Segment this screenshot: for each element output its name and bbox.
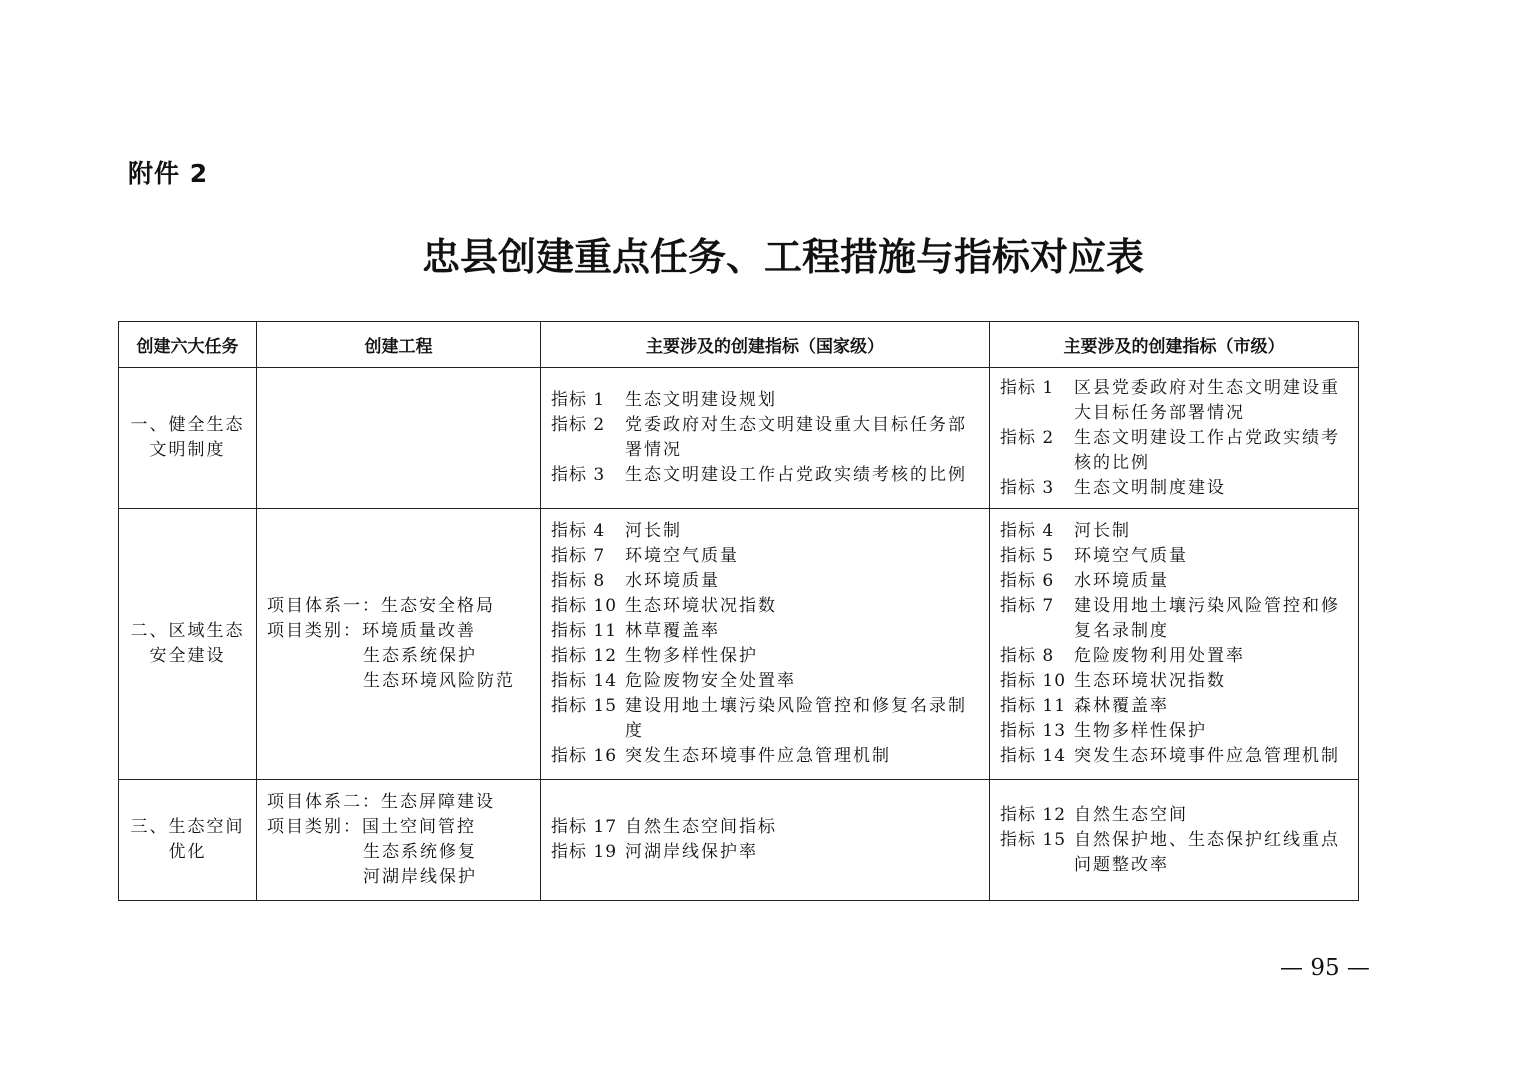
- indicator-number: 指标 10: [1000, 671, 1067, 691]
- municipal-indicators-cell: [990, 509, 1359, 780]
- indicator-number: 指标 1: [1000, 377, 1055, 398]
- indicator-text: 水环境质量: [625, 571, 720, 591]
- municipal-indicators-cell: [990, 780, 1359, 901]
- indicator-text: 河长制: [625, 521, 682, 541]
- header-task: 创建六大任务: [119, 322, 257, 368]
- indicator-number: 指标 3: [551, 465, 606, 485]
- indicator-item: [551, 388, 979, 413]
- indicator-text: 生态文明建设规划: [625, 390, 777, 410]
- indicator-number: 指标 11: [551, 621, 618, 641]
- header-project: 创建工程: [257, 322, 541, 368]
- indicator-text: 生态环境状况指数: [1074, 671, 1226, 691]
- national-indicators-cell: [541, 368, 990, 509]
- indicator-number: 指标 11: [1000, 696, 1067, 716]
- indicator-text: 生态环境状况指数: [625, 596, 777, 616]
- indicator-number: 指标 3: [1000, 477, 1055, 498]
- indicator-item: [1000, 828, 1348, 878]
- indicator-number: 指标 10: [551, 596, 618, 616]
- indicator-item: [551, 744, 979, 769]
- indicator-item: [1000, 594, 1348, 644]
- indicator-text: 环境空气质量: [1074, 546, 1188, 566]
- indicator-text: 自然保护地、生态保护红线重点问题整改率: [1074, 829, 1340, 875]
- table-row: [119, 780, 1359, 901]
- task-cell: 一、健全生态文明制度: [119, 368, 257, 509]
- indicator-text: 危险废物利用处置率: [1074, 646, 1245, 666]
- indicator-number: 指标 15: [551, 696, 618, 716]
- indicator-text: 生态文明建设工作占党政实绩考核的比例: [1074, 427, 1340, 473]
- indicator-text: 生态文明制度建设: [1074, 477, 1226, 498]
- indicator-item: [551, 644, 979, 669]
- project-category: 项目类别：国土空间管控: [267, 817, 476, 837]
- indicator-number: 指标 4: [551, 521, 606, 541]
- indicator-item: [1000, 569, 1348, 594]
- indicator-text: 自然生态空间: [1074, 804, 1188, 825]
- indicator-item: [1000, 426, 1348, 476]
- indicator-number: 指标 14: [1000, 746, 1067, 766]
- header-municipal-indicators: 主要涉及的创建指标（市级）: [990, 322, 1359, 368]
- indicator-item: [551, 619, 979, 644]
- indicator-number: 指标 13: [1000, 721, 1067, 741]
- indicator-item: [551, 413, 979, 463]
- correspondence-table: [118, 321, 1359, 901]
- national-indicators-cell: [541, 509, 990, 780]
- project-category-item: 生态系统修复: [363, 842, 477, 862]
- indicator-text: 建设用地土壤污染风险管控和修复名录制度: [1074, 596, 1340, 641]
- indicator-item: [551, 519, 979, 544]
- indicator-number: 指标 2: [1000, 427, 1055, 448]
- indicator-text: 生物多样性保护: [1074, 721, 1207, 741]
- project-category-item: 生态环境风险防范: [363, 671, 515, 691]
- indicator-text: 自然生态空间指标: [625, 817, 777, 837]
- indicator-item: [551, 594, 979, 619]
- indicator-number: 指标 16: [551, 746, 618, 766]
- task-cell: 三、生态空间优化: [119, 780, 257, 901]
- project-system: 项目体系二：生态屏障建设: [267, 792, 495, 812]
- indicator-text: 党委政府对生态文明建设重大目标任务部署情况: [625, 415, 967, 460]
- indicator-item: [1000, 803, 1348, 828]
- attachment-label: 附件 2: [128, 159, 209, 188]
- indicator-text: 河长制: [1074, 521, 1131, 541]
- indicator-item: [1000, 519, 1348, 544]
- indicator-item: [1000, 744, 1348, 769]
- municipal-indicators-cell: [990, 368, 1359, 509]
- indicator-item: [1000, 669, 1348, 694]
- table-row: [119, 368, 1359, 509]
- indicator-number: 指标 7: [1000, 596, 1055, 616]
- project-cell: [257, 780, 541, 901]
- page-number: — 95 —: [1280, 955, 1370, 981]
- indicator-text: 生态文明建设工作占党政实绩考核的比例: [625, 465, 967, 485]
- indicator-item: [551, 569, 979, 594]
- indicator-number: 指标 7: [551, 546, 606, 566]
- indicator-item: [1000, 694, 1348, 719]
- indicator-text: 建设用地土壤污染风险管控和修复名录制度: [625, 696, 967, 741]
- project-category-item: 生态系统保护: [363, 646, 477, 666]
- indicator-number: 指标 17: [551, 817, 618, 837]
- table-row: [119, 509, 1359, 780]
- indicator-number: 指标 19: [551, 842, 618, 862]
- indicator-number: 指标 14: [551, 671, 618, 691]
- project-category-item: 河湖岸线保护: [363, 867, 477, 887]
- indicator-number: 指标 8: [1000, 646, 1055, 666]
- indicator-text: 区县党委政府对生态文明建设重大目标任务部署情况: [1074, 377, 1340, 423]
- indicator-text: 森林覆盖率: [1074, 696, 1169, 716]
- indicator-text: 突发生态环境事件应急管理机制: [1074, 746, 1340, 766]
- indicator-item: [551, 840, 979, 865]
- indicator-item: [551, 544, 979, 569]
- indicator-text: 环境空气质量: [625, 546, 739, 566]
- project-cell: [257, 509, 541, 780]
- project-cell: [257, 368, 541, 509]
- indicator-number: 指标 8: [551, 571, 606, 591]
- indicator-item: [1000, 476, 1348, 501]
- indicator-text: 突发生态环境事件应急管理机制: [625, 746, 891, 766]
- indicator-item: [1000, 719, 1348, 744]
- indicator-text: 危险废物安全处置率: [625, 671, 796, 691]
- indicator-number: 指标 6: [1000, 571, 1055, 591]
- indicator-text: 水环境质量: [1074, 571, 1169, 591]
- indicator-number: 指标 2: [551, 415, 606, 435]
- indicator-number: 指标 1: [551, 390, 606, 410]
- project-category: 项目类别：环境质量改善: [267, 621, 476, 641]
- indicator-text: 林草覆盖率: [625, 621, 720, 641]
- indicator-item: [1000, 544, 1348, 569]
- indicator-item: [1000, 376, 1348, 426]
- indicator-text: 生物多样性保护: [625, 646, 758, 666]
- document-title: 忠县创建重点任务、工程措施与指标对应表: [421, 234, 1144, 279]
- national-indicators-cell: [541, 780, 990, 901]
- indicator-number: 指标 5: [1000, 546, 1055, 566]
- table-header-row: [119, 322, 1359, 368]
- indicator-number: 指标 12: [551, 646, 618, 666]
- indicator-item: [551, 669, 979, 694]
- indicator-number: 指标 12: [1000, 804, 1067, 825]
- indicator-number: 指标 4: [1000, 521, 1055, 541]
- indicator-item: [1000, 644, 1348, 669]
- indicator-item: [551, 463, 979, 488]
- indicator-item: [551, 815, 979, 840]
- indicator-text: 河湖岸线保护率: [625, 842, 758, 862]
- indicator-item: [551, 694, 979, 744]
- header-national-indicators: 主要涉及的创建指标（国家级）: [541, 322, 990, 368]
- indicator-number: 指标 15: [1000, 829, 1067, 850]
- task-cell: 二、区域生态安全建设: [119, 509, 257, 780]
- project-system: 项目体系一：生态安全格局: [267, 596, 495, 616]
